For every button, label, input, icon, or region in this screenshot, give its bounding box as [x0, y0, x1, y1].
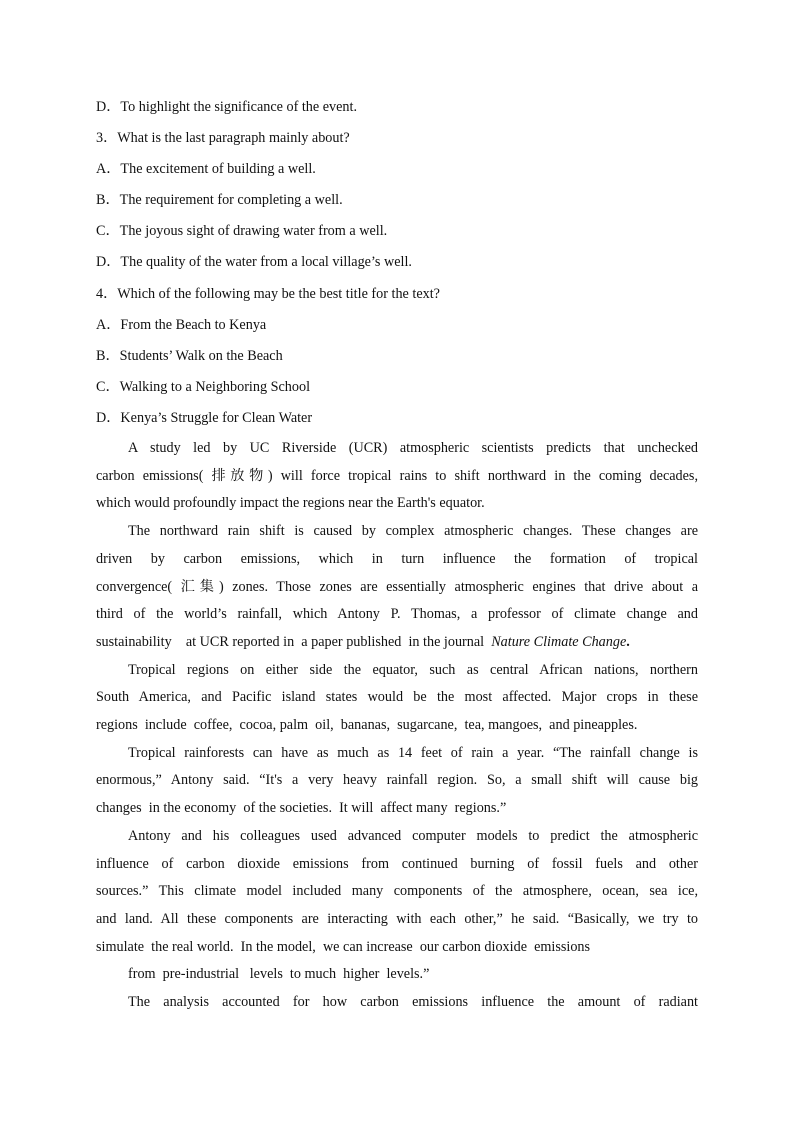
paragraph-3 [96, 657, 698, 740]
option-4d: D．Kenya’s Struggle for Clean Water [96, 409, 313, 426]
paragraph-2-line-5 [96, 629, 698, 657]
paragraph-3-line-2: South America, and Pacific island states would be the most affected. Major crops in these [96, 689, 698, 706]
paragraph-4 [96, 740, 698, 823]
paragraph-6-line-1: The analysis accounted for how carbon emissions influence the amount of radiant [128, 994, 698, 1011]
question-3: 3．What is the last paragraph mainly about? [96, 130, 350, 147]
paragraph-2-line-5-text: sustainability at UCR reported in a paper published in the journal [96, 633, 492, 650]
option-4c: C．Walking to a Neighboring School [96, 378, 311, 395]
paragraph-6 [96, 989, 698, 1017]
paragraph-3-line-1: Tropical regions on either side the equator, such as central African nations, northern [128, 661, 698, 678]
paragraph-2 [96, 518, 698, 657]
option-3d: D．To highlight the significance of the event. [96, 99, 358, 115]
option-3c: C．The joyous sight of drawing water from a well. [96, 223, 388, 240]
paragraph-1-line-3: which would profoundly impact the regions near the Earth's equator. [96, 495, 485, 512]
paragraph-3-line-3: regions include coffee, cocoa, palm oil, bananas, sugarcane, tea, mangoes, and pineapples. [96, 717, 638, 734]
paragraph-5-line-2: influence of carbon dioxide emissions from continued burning of fossil fuels and other [96, 855, 698, 872]
paragraph-2-line-5-end: . [626, 633, 630, 650]
journal-title: Nature Climate Change [491, 633, 627, 650]
paragraph-2-line-4: third of the world’s rainfall, which Antony P. Thomas, a professor of climate change and [96, 606, 698, 623]
option-3d-2: D．The quality of the water from a local village’s well. [96, 254, 412, 271]
paragraph-5-line-1: Antony and his colleagues used advanced computer models to predict the atmospheric [128, 827, 698, 844]
paragraph-5 [96, 823, 698, 989]
paragraph-5-line-4: and land. All these components are interacting with each other,” he said. “Basically, we try to [96, 910, 698, 927]
question-4: 4．Which of the following may be the best title for the text? [96, 285, 440, 302]
paragraph-1-line-2: carbon emissions( 排放物) will force tropical rains to shift northward in the coming decades, [96, 467, 698, 484]
paragraph-2-line-3: convergence( 汇集) zones. Those zones are essentially atmospheric engines that drive about a [96, 578, 698, 595]
paragraph-1 [96, 435, 698, 518]
paragraph-5-line-5: simulate the real world. In the model, we can increase our carbon dioxide emissions [96, 938, 591, 955]
paragraph-1-line-1: A study led by UC Riverside (UCR) atmospheric scientists predicts that unchecked [128, 440, 698, 457]
paragraph-2-line-1: The northward rain shift is caused by complex atmospheric changes. These changes are [128, 523, 698, 540]
question-options [96, 96, 698, 438]
paragraph-4-line-1: Tropical rainforests can have as much as 14 feet of rain a year. “The rainfall change is [128, 744, 698, 761]
paragraph-5-line-3: sources.” This climate model included many components of the atmosphere, ocean, sea ice, [96, 883, 698, 900]
paragraph-4-line-2: enormous,” Antony said. “It's a very heavy rainfall region. So, a small shift will cause big [96, 772, 698, 789]
paragraph-5-line-6: from pre-industrial levels to much higher levels.” [128, 966, 430, 983]
document-body [96, 96, 698, 1017]
option-4a: A．From the Beach to Kenya [96, 316, 267, 333]
article [96, 435, 698, 1017]
paragraph-4-line-3: changes in the economy of the societies. It will affect many regions.” [96, 800, 507, 817]
option-3a: A．The excitement of building a well. [96, 161, 316, 178]
paragraph-2-line-2: driven by carbon emissions, which in turn influence the formation of tropical [96, 550, 698, 567]
option-3b: B．The requirement for completing a well. [96, 192, 343, 209]
option-4b: B．Students’ Walk on the Beach [96, 347, 283, 364]
